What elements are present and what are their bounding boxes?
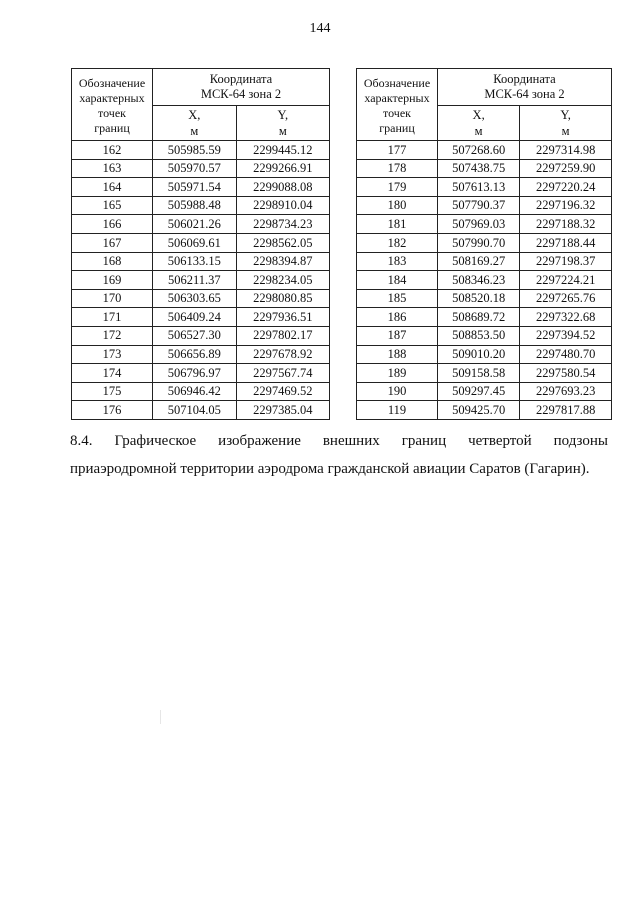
x-coordinate-cell: 505985.59	[153, 141, 237, 160]
point-id-cell: 184	[357, 271, 438, 290]
table-row	[72, 401, 330, 420]
point-id-cell: 188	[357, 345, 438, 364]
point-label-header	[357, 69, 438, 141]
table-body-left	[72, 141, 330, 420]
x-coordinate-cell: 506021.26	[153, 215, 237, 234]
point-id-cell: 187	[357, 326, 438, 345]
x-column-header	[438, 106, 520, 141]
coordinate-group-line: Координата	[209, 72, 273, 86]
point-label-line: характерных	[79, 90, 145, 105]
point-id-cell: 185	[357, 289, 438, 308]
point-id-cell: 190	[357, 382, 438, 401]
y-axis-label: Y,	[277, 108, 289, 122]
table-row	[72, 215, 330, 234]
y-axis-label: Y,	[560, 108, 571, 122]
y-coordinate-cell: 2297188.32	[520, 215, 612, 234]
table-row	[357, 141, 612, 160]
table-row	[72, 233, 330, 252]
point-id-cell: 173	[72, 345, 153, 364]
point-id-cell: 182	[357, 233, 438, 252]
x-coordinate-cell: 507790.37	[438, 196, 520, 215]
point-id-cell: 181	[357, 215, 438, 234]
y-coordinate-cell: 2297224.21	[520, 271, 612, 290]
coordinates-table-left	[71, 68, 330, 420]
table-row	[357, 159, 612, 178]
y-coordinate-cell: 2297580.54	[520, 364, 612, 383]
page-number: 144	[309, 21, 331, 36]
point-id-cell: 165	[72, 196, 153, 215]
table-row	[357, 252, 612, 271]
coordinate-group-header	[438, 69, 612, 106]
point-id-cell: 119	[357, 401, 438, 420]
y-coordinate-cell: 2297196.32	[520, 196, 612, 215]
coordinate-group-line: МСК-64 зона 2	[200, 87, 282, 101]
x-coordinate-cell: 507613.13	[438, 178, 520, 197]
coordinate-group-line: МСК-64 зона 2	[484, 87, 565, 101]
point-id-cell: 168	[72, 252, 153, 271]
table-row	[357, 308, 612, 327]
y-column-header	[236, 106, 329, 141]
x-coordinate-cell: 508520.18	[438, 289, 520, 308]
point-id-cell: 174	[72, 364, 153, 383]
point-id-cell: 180	[357, 196, 438, 215]
y-coordinate-cell: 2299445.12	[236, 141, 329, 160]
x-coordinate-cell: 506656.89	[153, 345, 237, 364]
y-coordinate-cell: 2298734.23	[236, 215, 329, 234]
point-id-cell: 186	[357, 308, 438, 327]
scan-artifact	[160, 710, 161, 724]
table-row	[72, 178, 330, 197]
y-coordinate-cell: 2297469.52	[236, 382, 329, 401]
point-id-cell: 183	[357, 252, 438, 271]
caption-line: 8.4. Графическое изображение внешних границ четвертой подзоны	[70, 433, 608, 449]
x-coordinate-cell: 508346.23	[438, 271, 520, 290]
point-id-cell: 177	[357, 141, 438, 160]
y-coordinate-cell: 2298910.04	[236, 196, 329, 215]
y-coordinate-cell: 2297693.23	[520, 382, 612, 401]
y-coordinate-cell: 2297567.74	[236, 364, 329, 383]
point-id-cell: 170	[72, 289, 153, 308]
unit-label: м	[190, 124, 199, 138]
table-row	[357, 178, 612, 197]
table-row	[72, 326, 330, 345]
point-label-header	[72, 69, 153, 141]
table-row	[72, 364, 330, 383]
x-coordinate-cell: 506303.65	[153, 289, 237, 308]
table-row	[357, 401, 612, 420]
point-label-line: точек	[383, 105, 411, 120]
y-coordinate-cell: 2298394.87	[236, 252, 329, 271]
point-label-line: границ	[379, 120, 415, 135]
point-id-cell: 178	[357, 159, 438, 178]
x-coordinate-cell: 507268.60	[438, 141, 520, 160]
table-row	[357, 196, 612, 215]
point-id-cell: 167	[72, 233, 153, 252]
x-coordinate-cell: 506796.97	[153, 364, 237, 383]
caption-line: приаэродромной территории аэродрома гражданской авиации Саратов (Гагарин).	[70, 461, 590, 477]
table-row	[357, 289, 612, 308]
point-id-cell: 172	[72, 326, 153, 345]
y-coordinate-cell: 2297198.37	[520, 252, 612, 271]
point-id-cell: 171	[72, 308, 153, 327]
y-coordinate-cell: 2297322.68	[520, 308, 612, 327]
y-coordinate-cell: 2299266.91	[236, 159, 329, 178]
coordinates-table-right	[356, 68, 612, 420]
point-id-cell: 163	[72, 159, 153, 178]
point-id-cell: 175	[72, 382, 153, 401]
y-coordinate-cell: 2297802.17	[236, 326, 329, 345]
coordinate-group-header	[153, 69, 330, 106]
x-coordinate-cell: 509010.20	[438, 345, 520, 364]
x-coordinate-cell: 506211.37	[153, 271, 237, 290]
unit-label: м	[561, 124, 570, 138]
x-coordinate-cell: 509297.45	[438, 382, 520, 401]
y-coordinate-cell: 2297936.51	[236, 308, 329, 327]
y-coordinate-cell: 2298080.85	[236, 289, 329, 308]
point-id-cell: 169	[72, 271, 153, 290]
y-coordinate-cell: 2297265.76	[520, 289, 612, 308]
x-coordinate-cell: 508169.27	[438, 252, 520, 271]
x-coordinate-cell: 506069.61	[153, 233, 237, 252]
table-row	[72, 252, 330, 271]
table-row	[357, 215, 612, 234]
table-row	[72, 289, 330, 308]
table-row	[357, 271, 612, 290]
x-axis-label: X,	[188, 108, 201, 122]
y-coordinate-cell: 2297394.52	[520, 326, 612, 345]
x-coordinate-cell: 506527.30	[153, 326, 237, 345]
y-coordinate-cell: 2297480.70	[520, 345, 612, 364]
x-column-header	[153, 106, 237, 141]
y-column-header	[520, 106, 612, 141]
point-id-cell: 189	[357, 364, 438, 383]
table-row	[357, 233, 612, 252]
point-label-line: точек	[98, 105, 126, 120]
unit-label: м	[278, 124, 287, 138]
x-coordinate-cell: 506946.42	[153, 382, 237, 401]
x-coordinate-cell: 507104.05	[153, 401, 237, 420]
y-coordinate-cell: 2297314.98	[520, 141, 612, 160]
x-coordinate-cell: 509158.58	[438, 364, 520, 383]
x-coordinate-cell: 507438.75	[438, 159, 520, 178]
x-coordinate-cell: 508689.72	[438, 308, 520, 327]
table-row	[72, 271, 330, 290]
y-coordinate-cell: 2297817.88	[520, 401, 612, 420]
point-label-line: Обозначение	[363, 75, 431, 90]
table-row	[72, 382, 330, 401]
x-coordinate-cell: 505970.57	[153, 159, 237, 178]
table-row	[72, 345, 330, 364]
y-coordinate-cell: 2297385.04	[236, 401, 329, 420]
x-axis-label: X,	[472, 108, 485, 122]
y-coordinate-cell: 2298562.05	[236, 233, 329, 252]
unit-label: м	[474, 124, 483, 138]
x-coordinate-cell: 509425.70	[438, 401, 520, 420]
y-coordinate-cell: 2299088.08	[236, 178, 329, 197]
table-row	[357, 345, 612, 364]
point-label-line: границ	[94, 120, 130, 135]
x-coordinate-cell: 507969.03	[438, 215, 520, 234]
table-body-right	[357, 141, 612, 420]
x-coordinate-cell: 507990.70	[438, 233, 520, 252]
x-coordinate-cell: 505971.54	[153, 178, 237, 197]
table-row	[72, 159, 330, 178]
y-coordinate-cell: 2297220.24	[520, 178, 612, 197]
y-coordinate-cell: 2297259.90	[520, 159, 612, 178]
table-row	[357, 364, 612, 383]
point-id-cell: 166	[72, 215, 153, 234]
figure-caption	[70, 427, 608, 483]
x-coordinate-cell: 505988.48	[153, 196, 237, 215]
x-coordinate-cell: 506133.15	[153, 252, 237, 271]
point-id-cell: 162	[72, 141, 153, 160]
y-coordinate-cell: 2297188.44	[520, 233, 612, 252]
point-label-line: характерных	[364, 90, 430, 105]
coordinate-group-line: Координата	[493, 72, 556, 86]
table-row	[357, 382, 612, 401]
table-row	[357, 326, 612, 345]
y-coordinate-cell: 2298234.05	[236, 271, 329, 290]
point-id-cell: 176	[72, 401, 153, 420]
point-id-cell: 164	[72, 178, 153, 197]
x-coordinate-cell: 508853.50	[438, 326, 520, 345]
table-row	[72, 196, 330, 215]
x-coordinate-cell: 506409.24	[153, 308, 237, 327]
point-label-line: Обозначение	[78, 75, 146, 90]
table-row	[72, 141, 330, 160]
table-row	[72, 308, 330, 327]
point-id-cell: 179	[357, 178, 438, 197]
y-coordinate-cell: 2297678.92	[236, 345, 329, 364]
